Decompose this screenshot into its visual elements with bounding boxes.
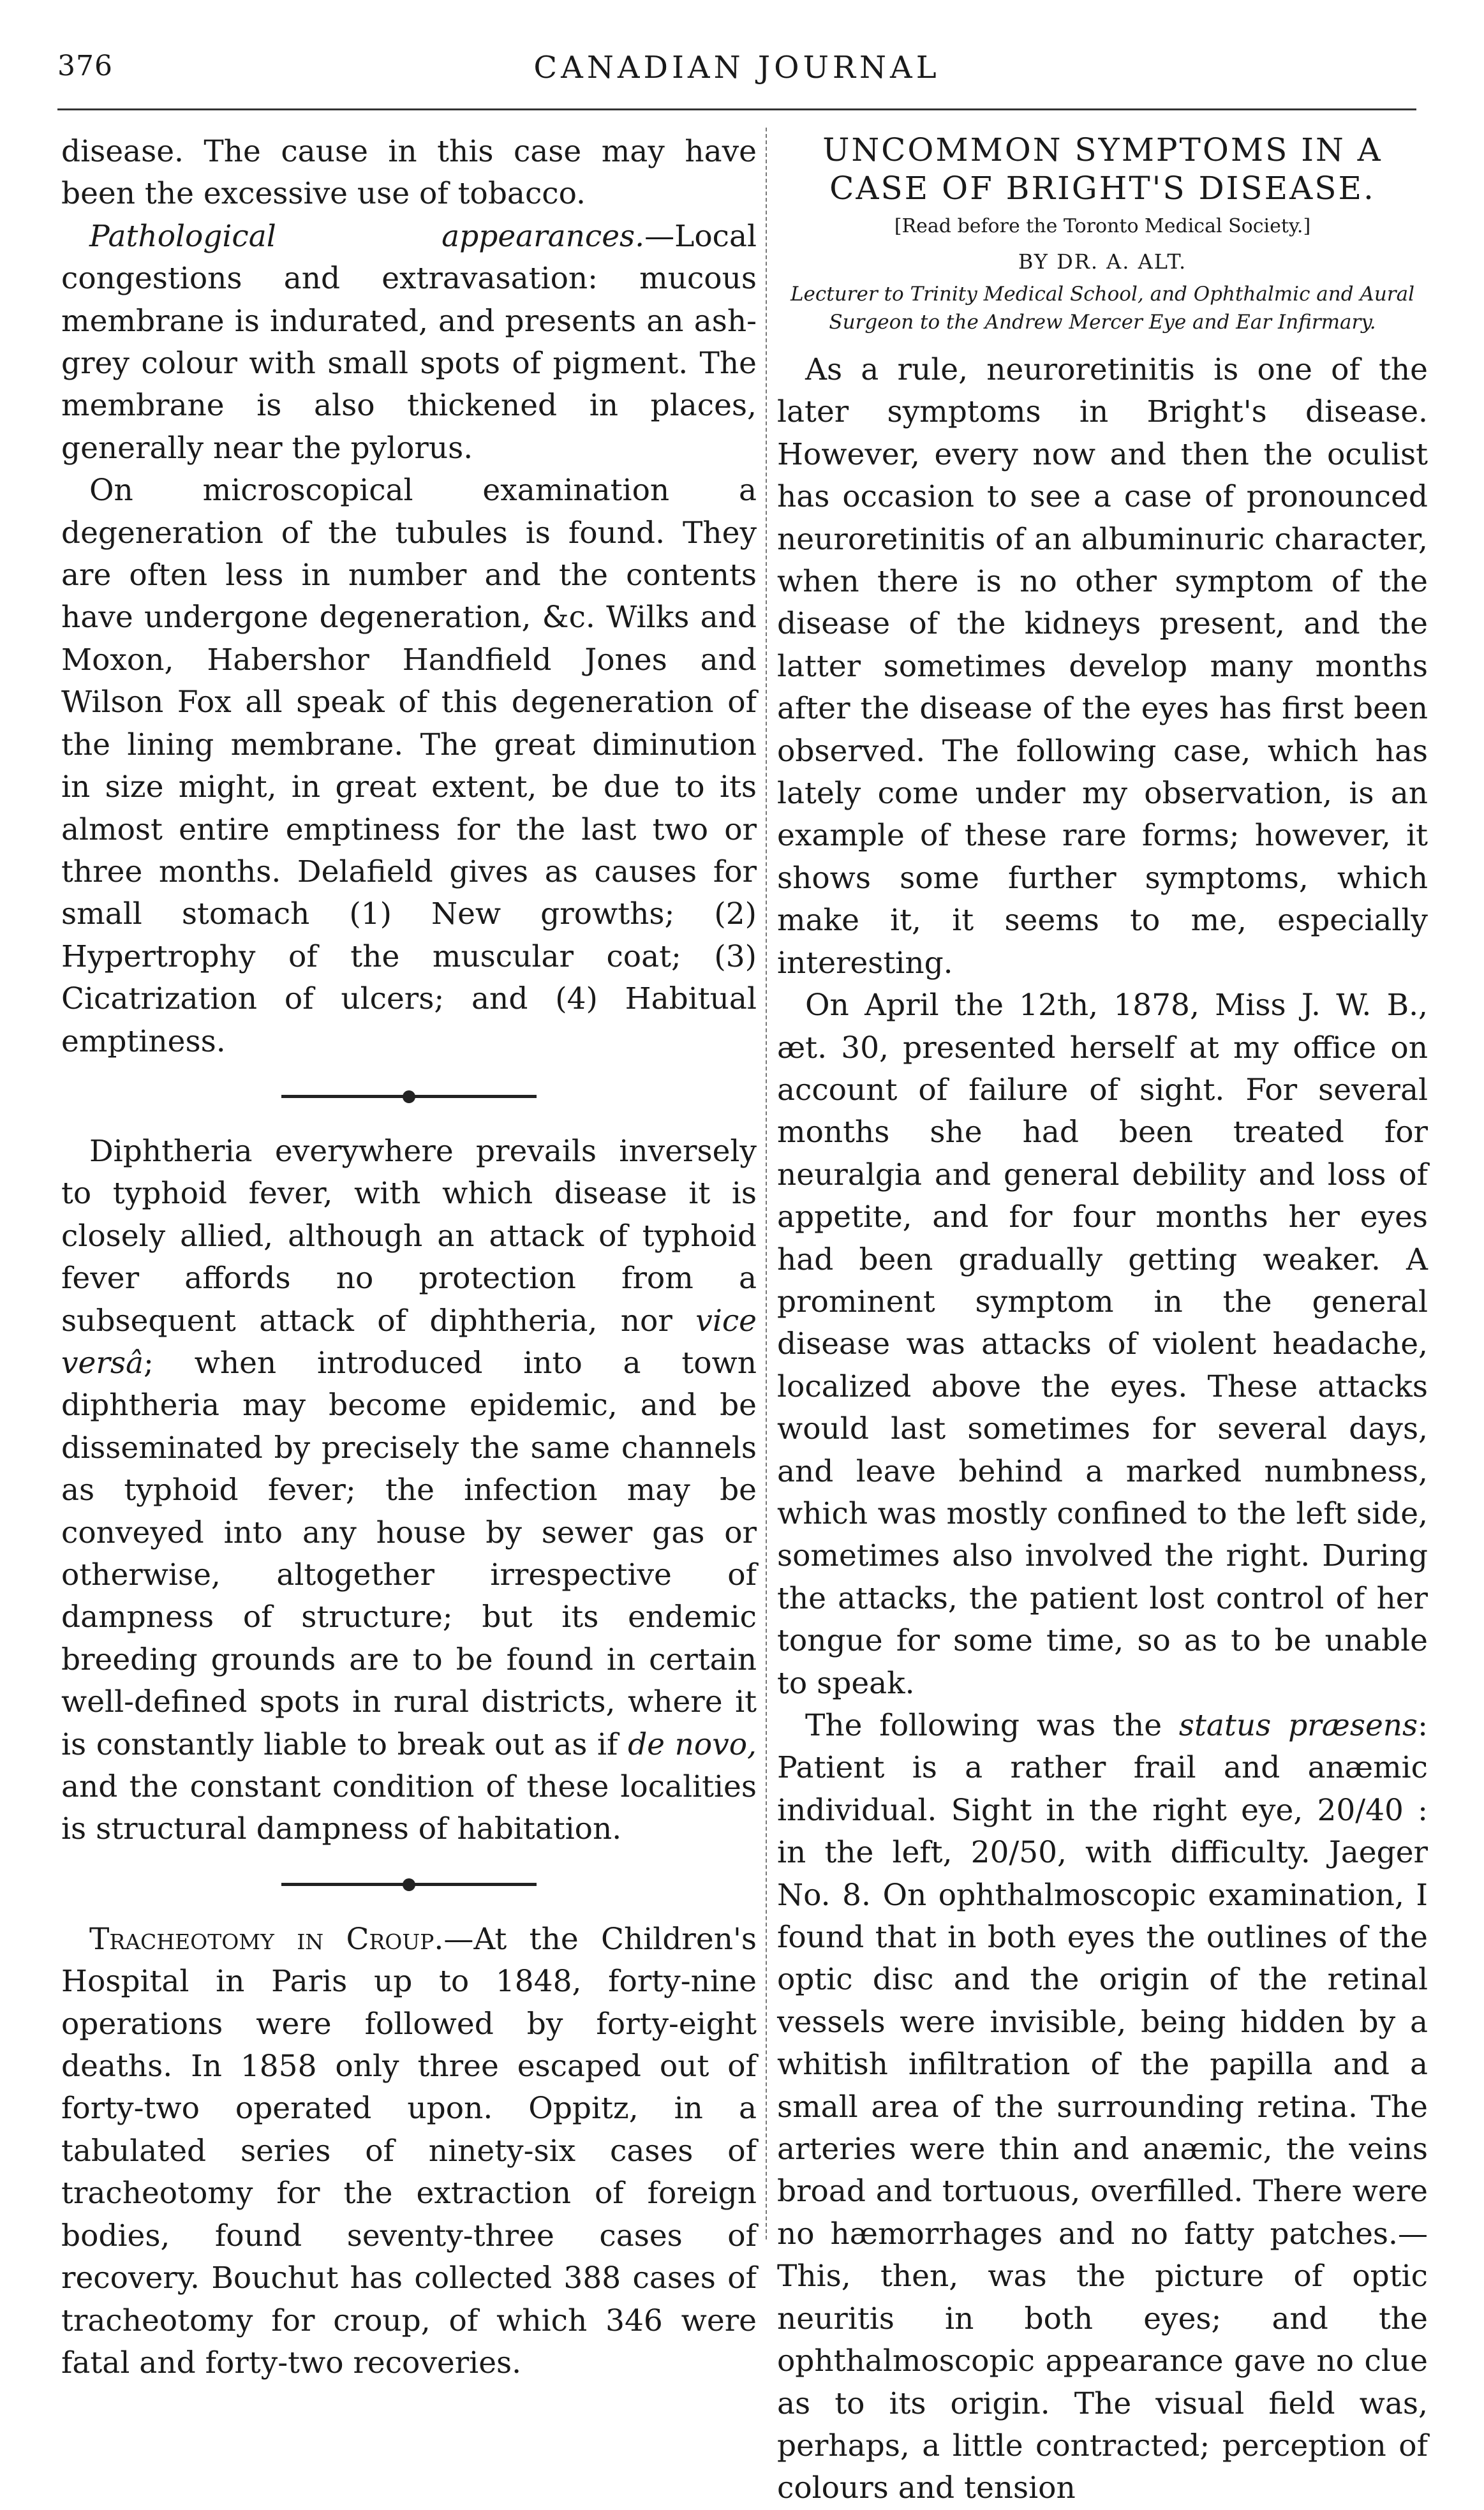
section-ornament-1	[61, 1069, 757, 1123]
left-column	[61, 131, 757, 2384]
section-ornament-2	[61, 1857, 757, 1911]
page-header	[57, 50, 1416, 101]
article-byline: BY DR. A. ALT.	[1018, 249, 1187, 274]
left-paragraph-2	[61, 216, 757, 470]
right-paragraph-1: As a rule, neuroretinitis is one of the later symptoms in Bright's disease. However, every now and then the oculist has occasion to see a case of pronounced neuroretinitis of an albuminuric character, when there is no other symptom of the disease of the kidneys present, and the latter sometimes develop many months after the disease of the eyes has first been observed. The following case, which has lately come under my observation, is an example of these rare forms; however, it shows some further symptoms, which make it, it seems to me, especially interesting.	[777, 352, 1428, 981]
column-divider	[766, 128, 767, 2239]
article-read-note: [Read before the Toronto Medical Society.]	[894, 215, 1311, 237]
left-paragraph-diphtheria: Diphtheria everywhere prevails inversely to typhoid fever, with which disease it is closely allied, although an attack of typhoid fever affords no protection from a subsequent attack of diphtheria, nor vice versâ; when introduced into a town diphtheria may become epidemic, and be disseminated by precisely the same channels as typhoid fever; the infection may be conveyed into any house by sewer gas or otherwise, altogether irrespective of dampness of structure; but its endemic breeding grounds are to be found in certain well-defined spots in rural districts, where it is constantly liable to break out as if de novo, and the constant condition of these localities is structural dampness of habitation.	[61, 1133, 757, 1847]
status-praesens: status præsens	[1178, 1708, 1418, 1743]
left-paragraph-tracheotomy: Tracheotomy in Croup.—At the Children's Hospital in Paris up to 1848, forty-nine operations were followed by forty-eight deaths. In 1858 only three escaped out of forty-two operated upon. Oppitz, in a tabulated series of ninety-six cases of tracheotomy for the extraction of foreign bodies, found seventy-three cases of recovery. Bouchut has collected 388 cases of tracheotomy for croup, of which 346 were fatal and forty-two recoveries.	[61, 1921, 757, 2380]
right-paragraph-3: The following was the status præsens: Patient is a rather frail and anæmic individual. Sight in the right eye, 20/40 : in the left, 20/50, with difficulty. Jaeger No. 8. On ophthalmoscopic examination, I found that in both eyes the outlines of the optic disc and the origin of the retinal vessels were invisible, being hidden by a whitish infiltration of the papilla and a small area of the surrounding retina. The arteries were thin and anæmic, the veins broad and tortuous, overfilled. There were no hæmorrhages and no fatty patches.—This, then, was the picture of optic neuritis in both eyes; and the ophthalmoscopic appearance gave no clue as to its origin. The visual field was, perhaps, a little contracted; perception of colours and tension	[777, 1708, 1428, 2506]
article-title: UNCOMMON SYMPTOMS IN A CASE OF BRIGHT'S DISEASE.	[822, 131, 1383, 207]
tracheotomy-heading: Tracheotomy in Croup.	[89, 1921, 444, 1957]
page-number: 376	[57, 50, 113, 82]
header-rule	[57, 108, 1416, 110]
right-column	[777, 131, 1428, 2510]
pathological-heading: Pathological appearances.	[89, 218, 645, 254]
left-paragraph-1: disease. The cause in this case may have been the excessive use of tobacco.	[61, 134, 757, 212]
left-paragraph-3: On microscopical examination a degeneration of the tubules is found. They are often less in number and the contents have undergone degeneration, &c. Wilks and Moxon, Habershor Handfield Jones and Wilson Fox all speak of this degeneration of the lining membrane. The great diminution in size might, in great extent, be due to its almost entire emptiness for the last two or three months. Delafield gives as causes for small stomach (1) New growths; (2) Hypertrophy of the muscular coat; (3) Cicatrization of ulcers; and (4) Habitual emptiness.	[61, 473, 757, 1059]
left-paragraph-2-text: —Local congestions and extravasation: mucous membrane is indurated, and presents an ash-grey colour with small spots of pigment. The membrane is also thickened in places, generally near the pylorus.	[61, 218, 757, 466]
article-affiliation: Lecturer to Trinity Medical School, and Ophthalmic and Aural Surgeon to the Andrew Mercer Eye and Ear Infirmary.	[790, 283, 1415, 334]
running-title: CANADIAN JOURNAL	[533, 50, 940, 85]
right-paragraph-2: On April the 12th, 1878, Miss J. W. B., æt. 30, presented herself at my office on account of failure of sight. For several months she had been treated for neuralgia and general debility and loss of appetite, and for four months her eyes had been gradually getting weaker. A prominent symptom in the general disease was attacks of violent headache, localized above the eyes. These attacks would last sometimes for several days, and leave behind a marked numbness, which was mostly confined to the left side, sometimes also involved the right. During the attacks, the patient lost control of her tongue for some time, so as to be unable to speak.	[777, 988, 1428, 1701]
